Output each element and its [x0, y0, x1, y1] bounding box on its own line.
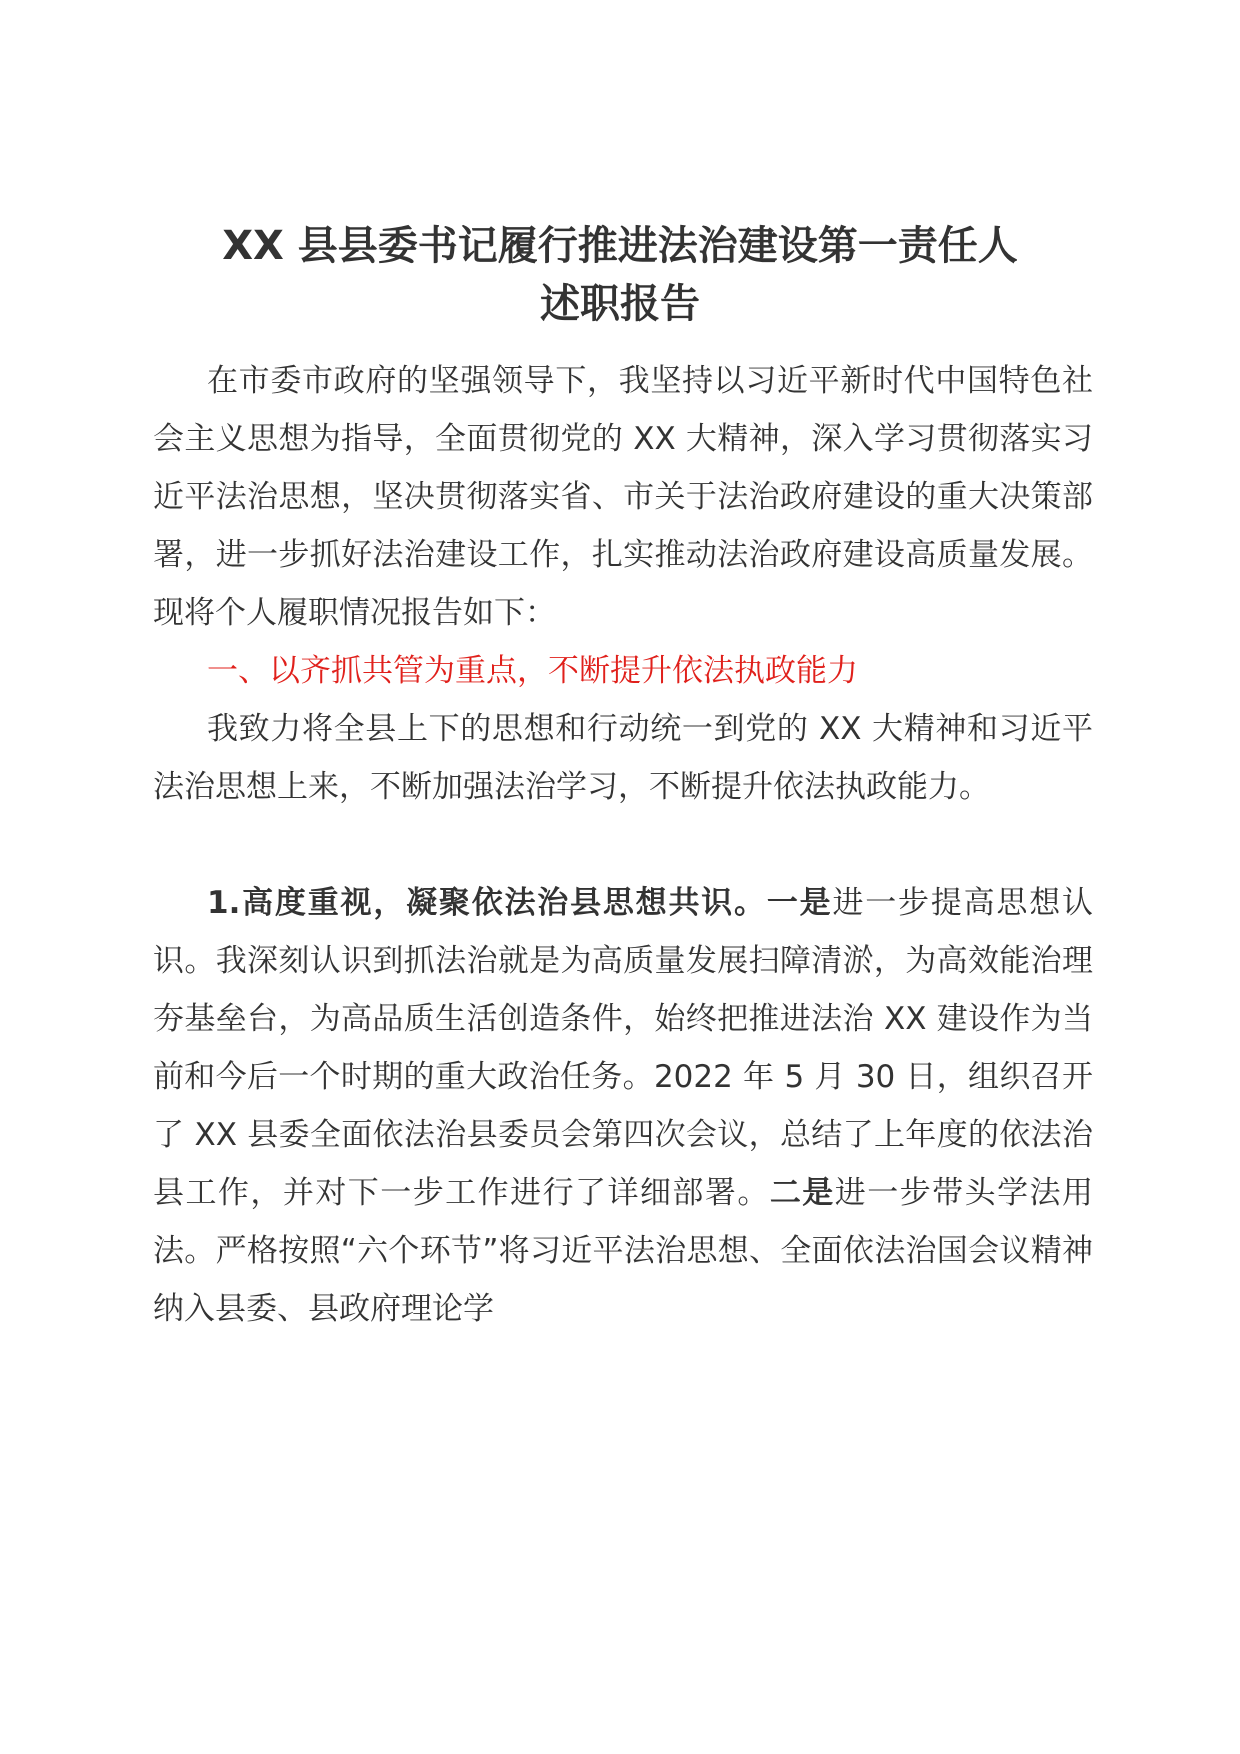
- item-1-first-label: 一是: [766, 885, 833, 921]
- item-1-paragraph: [153, 874, 1093, 1338]
- item-1-heading: 1.高度重视，凝聚依法治县思想共识。: [207, 885, 767, 921]
- item-1-text-b: 进一步带头学法用法。严格按照“六个环节”将习近平法治思想、全面依法治国会议精神纳入县委、县政府理论学: [153, 1175, 1094, 1327]
- item-1-second-label: 二是: [769, 1175, 835, 1211]
- document-title-line-2: 述职报告: [540, 281, 700, 327]
- section-1-heading: 一、以齐抓共管为重点，不断提升依法执政能力: [207, 653, 858, 689]
- document-title-line-1: XX 县县委书记履行推进法治建设第一责任人: [222, 223, 1018, 269]
- section-1-paragraph: 我致力将全县上下的思想和行动统一到党的 XX 大精神和习近平法治思想上来，不断加强法治学习，不断提升依法执政能力。: [153, 711, 1093, 805]
- intro-paragraph: 在市委市政府的坚强领导下，我坚持以习近平新时代中国特色社会主义思想为指导，全面贯彻党的 XX 大精神，深入学习贯彻落实习近平法治思想，坚决贯彻落实省、市关于法治政府建设的重大决策部署，进一步抓好法治建设工作，扎实推动法治政府建设高质量发展。现将个人履职情况报告如下：: [153, 363, 1093, 631]
- item-1-text-a: 进一步提高思想认识。我深刻认识到抓法治就是为高质量发展扫障清淤，为高效能治理夯基垒台，为高品质生活创造条件，始终把推进法治 XX 建设作为当前和今后一个时期的重大政治任务。2022 年 5 月 30 日，组织召开了 XX 县委全面依法治县委员会第四次会议，总结了上年度的依法治县工作，并对下一步工作进行了详细部署。: [153, 885, 1093, 1211]
